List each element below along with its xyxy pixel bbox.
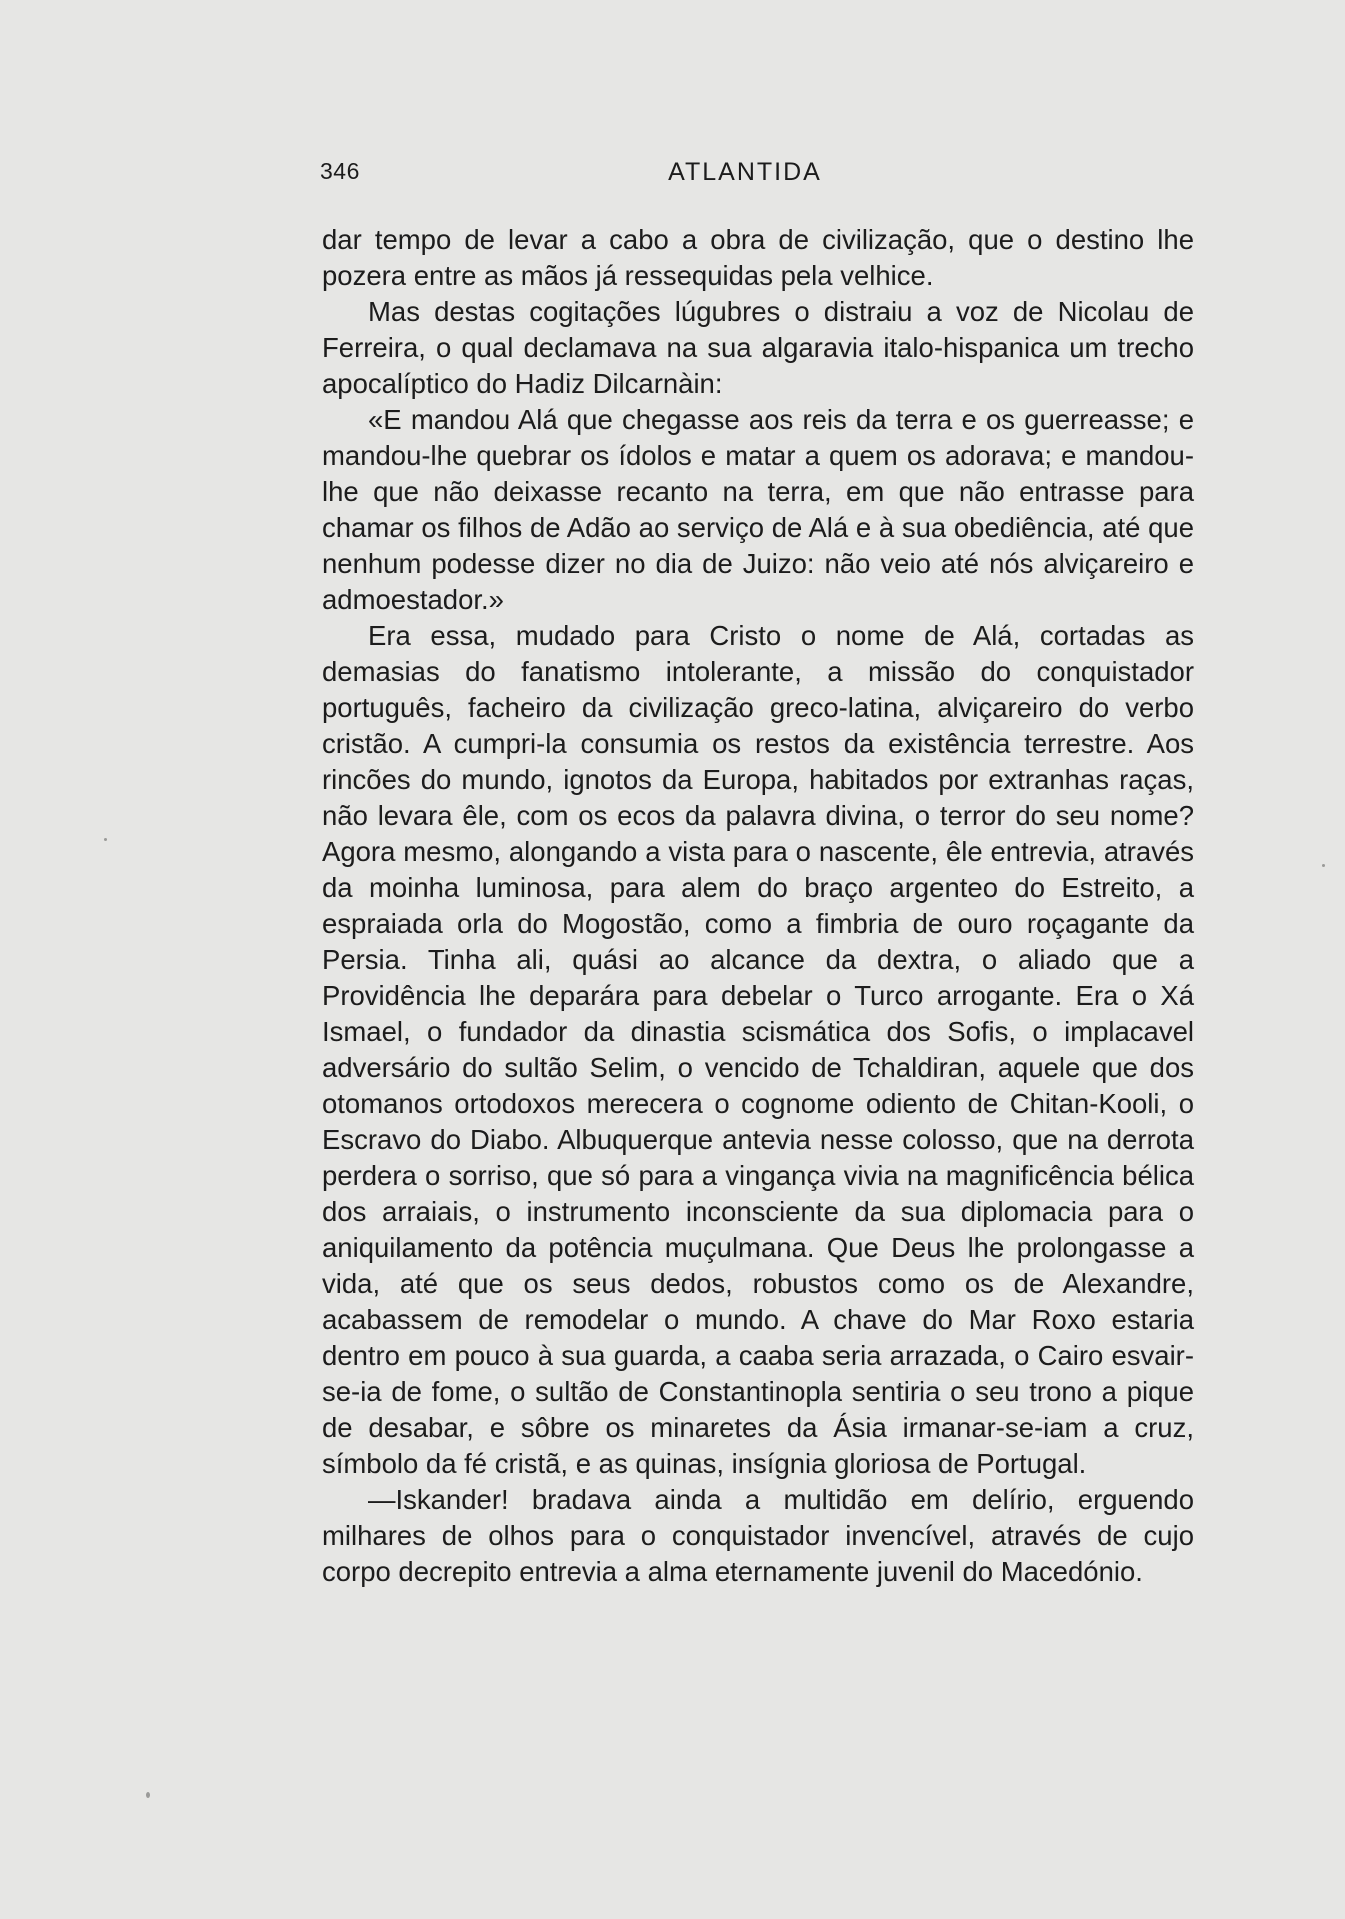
page-header	[320, 158, 1170, 198]
paragraph-continuation: dar tempo de levar a cabo a obra de civilização, que o destino lhe pozera entre as mãos já ressequidas pela velhice.	[322, 224, 1194, 291]
paragraph: Era essa, mudado para Cristo o nome de Alá, cortadas as demasias do fanatismo intolerante, a missão do conquistador português, facheiro da civilização greco-latina, alviçareiro do verbo cristão. A cumpri-la consumia os restos da existência terrestre. Aos rincões do mundo, ignotos da Europa, habitados por extranhas raças, não levara êle, com os ecos da palavra divina, o terror do seu nome? Agora mesmo, alongando a vista para o nascente, êle entrevia, através da moinha luminosa, para alem do braço argenteo do Estreito, a espraiada orla do Mogostão, como a fimbria de ouro roçagante da Persia. Tinha ali, quási ao alcance da dextra, o aliado que a Providência lhe deparára para debelar o Turco arrogante. Era o Xá Ismael, o fundador da dinastia scismática dos Sofis, o implacavel adversário do sultão Selim, o vencido de Tchaldiran, aquele que dos otomanos ortodoxos merecera o cognome odiento de Chitan-Kooli, o Escravo do Diabo. Albuquerque antevia nesse colosso, que na derrota perdera o sorriso, que só para a vingança vivia na magnificência bélica dos arraiais, o instrumento inconsciente da sua diplomacia para o aniquilamento da potência muçulmana. Que Deus lhe prolongasse a vida, até que os seus dedos, robustos como os de Alexandre, acabassem de remodelar o mundo. A chave do Mar Roxo estaria dentro em pouco à sua guarda, a caaba seria arrazada, o Cairo esvair-se-ia de fome, o sultão de Constantinopla sentiria o seu trono a pique de desabar, e sôbre os minaretes da Ásia irmanar-se-iam a cruz, símbolo da fé cristã, e as quinas, insígnia gloriosa de Portugal.	[322, 620, 1194, 1479]
dialogue-paragraph: —Iskander! bradava ainda a multidão em delírio, erguendo milhares de olhos para o conquistador invencível, através de cujo corpo decrepito entrevia a alma eternamente juvenil do Macedónio.	[322, 1484, 1194, 1587]
body-text	[322, 222, 1194, 1590]
running-title: ATLANTIDA	[668, 158, 822, 186]
quotation-paragraph: «E mandou Alá que chegasse aos reis da terra e os guerreasse; e mandou-lhe quebrar os ídolos e matar a quem os adorava; e mandou-lhe que não deixasse recanto na terra, em que não entrasse para chamar os filhos de Adão ao serviço de Alá e à sua obediência, até que nenhum podesse dizer no dia de Juizo: não veio até nós alviçareiro e admoestador.»	[322, 404, 1194, 615]
paper-speck	[104, 838, 107, 841]
paper-speck	[1322, 864, 1325, 867]
paper-speck	[146, 1792, 150, 1798]
paragraph: Mas destas cogitações lúgubres o distraiu a voz de Nicolau de Ferreira, o qual declamava na sua algaravia italo-hispanica um trecho apocalíptico do Hadiz Dilcarnàin:	[322, 296, 1194, 399]
page-number: 346	[320, 158, 360, 184]
